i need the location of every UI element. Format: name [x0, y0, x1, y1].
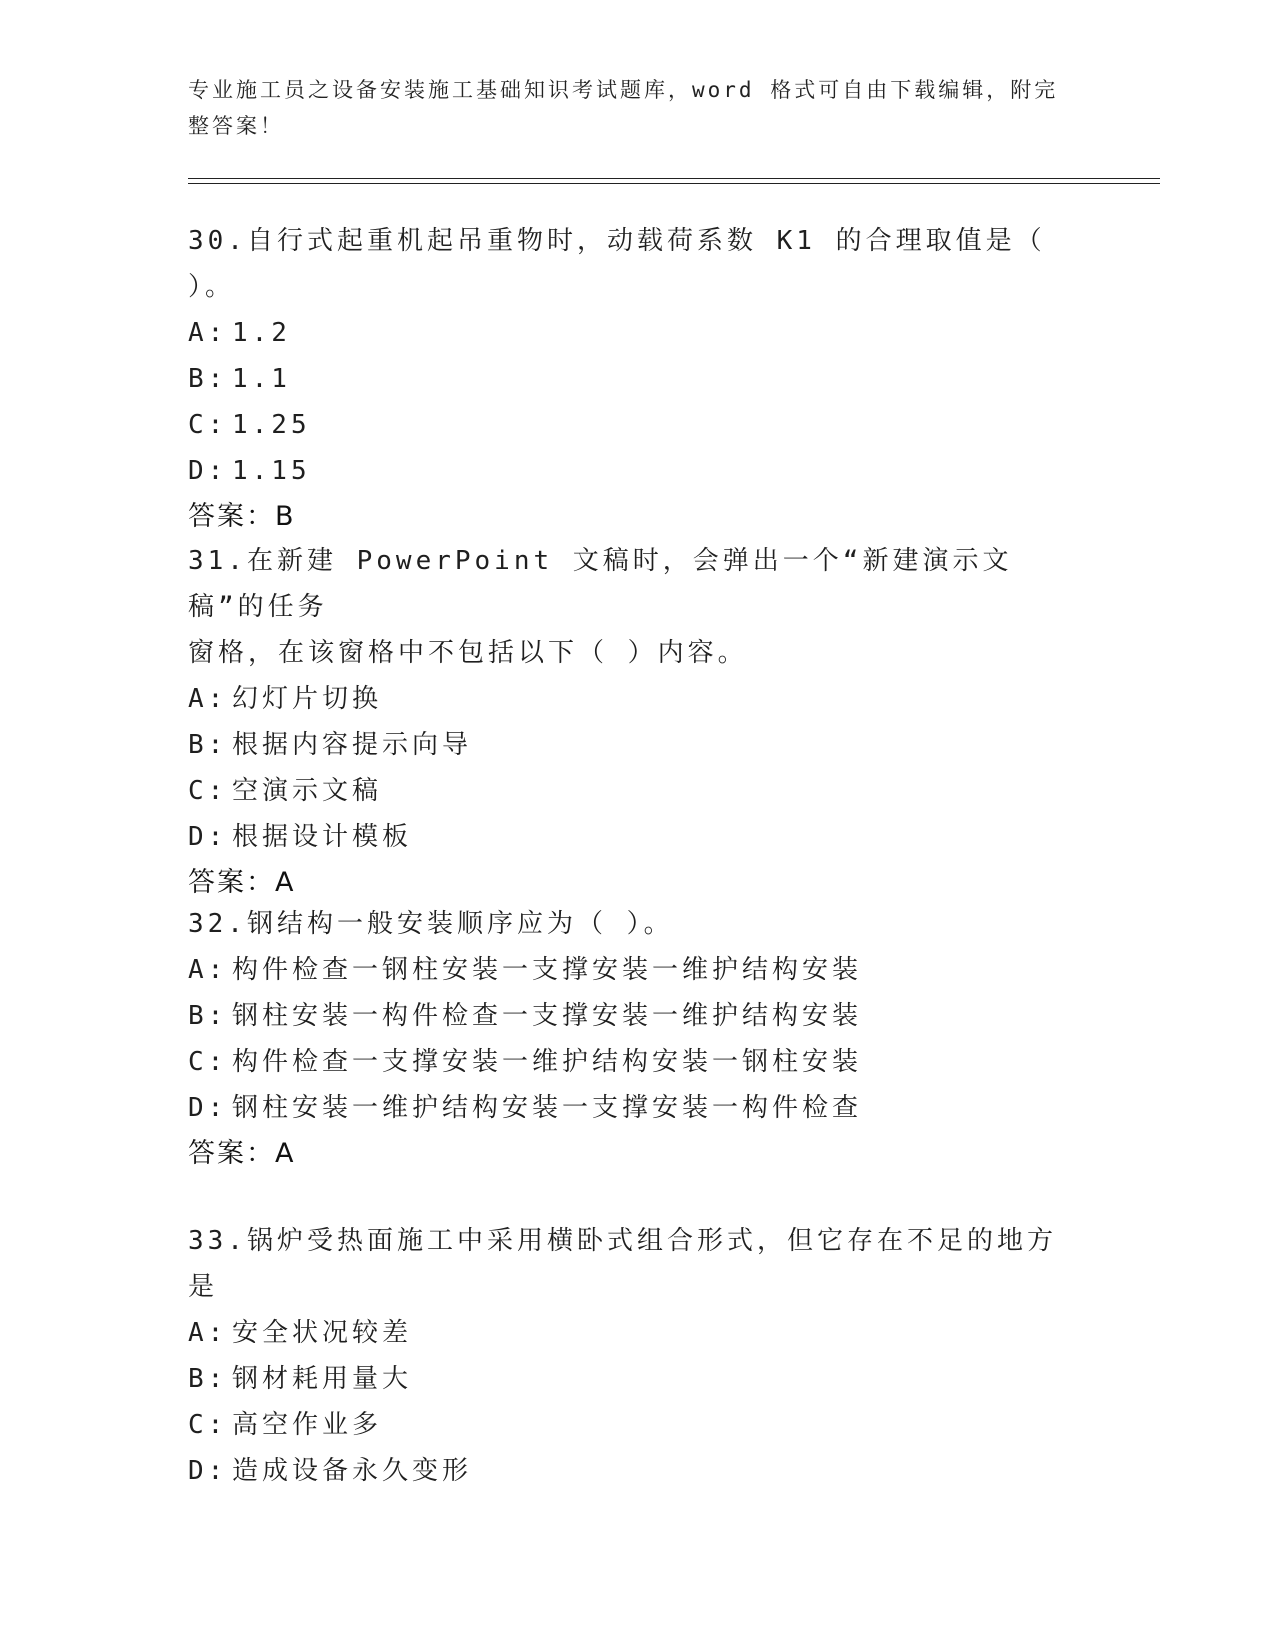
option-text: 安全状况较差: [232, 1318, 413, 1348]
option-letter: D:: [188, 1093, 228, 1123]
option-a: [188, 676, 1068, 722]
option-letter: C:: [188, 1410, 228, 1440]
question-32: [188, 901, 1068, 1177]
question-stem-line-1: 31.在新建 PowerPoint 文稿时，会弹出一个“新建演示文稿”的任务: [188, 546, 1013, 622]
option-d: [188, 1085, 1068, 1131]
option-a: [188, 1310, 1068, 1356]
option-text: 钢柱安装一构件检查一支撑安装一维护结构安装: [232, 1001, 863, 1031]
option-letter: B:: [188, 1001, 228, 1031]
option-d: [188, 448, 1068, 494]
option-a: [188, 947, 1068, 993]
option-letter: A:: [188, 955, 228, 985]
option-letter: B:: [188, 364, 228, 394]
option-a: [188, 310, 1068, 356]
option-letter: A:: [188, 1318, 228, 1348]
option-text: 构件检查一支撑安装一维护结构安装一钢柱安装: [232, 1047, 863, 1077]
option-text: 钢柱安装一维护结构安装一支撑安装一构件检查: [232, 1093, 863, 1123]
option-letter: C:: [188, 776, 228, 806]
header-divider-top: [188, 178, 1160, 179]
option-text: 构件检查一钢柱安装一支撑安装一维护结构安装: [232, 955, 863, 985]
option-letter: B:: [188, 1364, 228, 1394]
question-31: [188, 538, 1068, 906]
answer: 答案：B: [188, 501, 296, 532]
option-b: [188, 722, 1068, 768]
option-text: 造成设备永久变形: [232, 1456, 473, 1486]
option-letter: D:: [188, 822, 228, 852]
option-text: 根据设计模板: [232, 822, 413, 852]
option-text: 1.2: [232, 318, 291, 348]
question-30: [188, 218, 1068, 540]
option-text: 幻灯片切换: [232, 684, 383, 714]
option-text: 1.15: [232, 456, 311, 486]
option-b: [188, 993, 1068, 1039]
option-c: [188, 1039, 1068, 1085]
option-text: 根据内容提示向导: [232, 730, 473, 760]
option-letter: A:: [188, 318, 228, 348]
option-text: 钢材耗用量大: [232, 1364, 413, 1394]
answer: 答案：A: [188, 1138, 296, 1169]
option-text: 1.1: [232, 364, 291, 394]
option-text: 空演示文稿: [232, 776, 383, 806]
option-text: 高空作业多: [232, 1410, 383, 1440]
option-b: [188, 356, 1068, 402]
option-b: [188, 1356, 1068, 1402]
question-stem: 30.自行式起重机起吊重物时，动载荷系数 K1 的合理取值是（ ）。: [188, 226, 1046, 302]
option-letter: B:: [188, 730, 228, 760]
option-c: [188, 402, 1068, 448]
option-letter: A:: [188, 684, 228, 714]
header-line-2: 整答案！: [188, 114, 284, 138]
option-d: [188, 814, 1068, 860]
option-letter: C:: [188, 1047, 228, 1077]
option-text: 1.25: [232, 410, 311, 440]
option-letter: D:: [188, 456, 228, 486]
question-stem-line-2: 窗格，在该窗格中不包括以下（ ）内容。: [188, 638, 748, 668]
option-c: [188, 1402, 1068, 1448]
answer: 答案：A: [188, 867, 296, 898]
header-divider-bottom: [188, 183, 1160, 184]
header-line-1: 专业施工员之设备安装施工基础知识考试题库，word 格式可自由下载编辑，附完: [188, 78, 1059, 102]
option-c: [188, 768, 1068, 814]
question-stem: 32.钢结构一般安装顺序应为（ ）。: [188, 909, 674, 939]
option-letter: D:: [188, 1456, 228, 1486]
question-33: [188, 1218, 1068, 1494]
question-stem: 33.锅炉受热面施工中采用横卧式组合形式，但它存在不足的地方是: [188, 1226, 1057, 1302]
option-letter: C:: [188, 410, 228, 440]
document-header: [188, 72, 1068, 144]
option-d: [188, 1448, 1068, 1494]
